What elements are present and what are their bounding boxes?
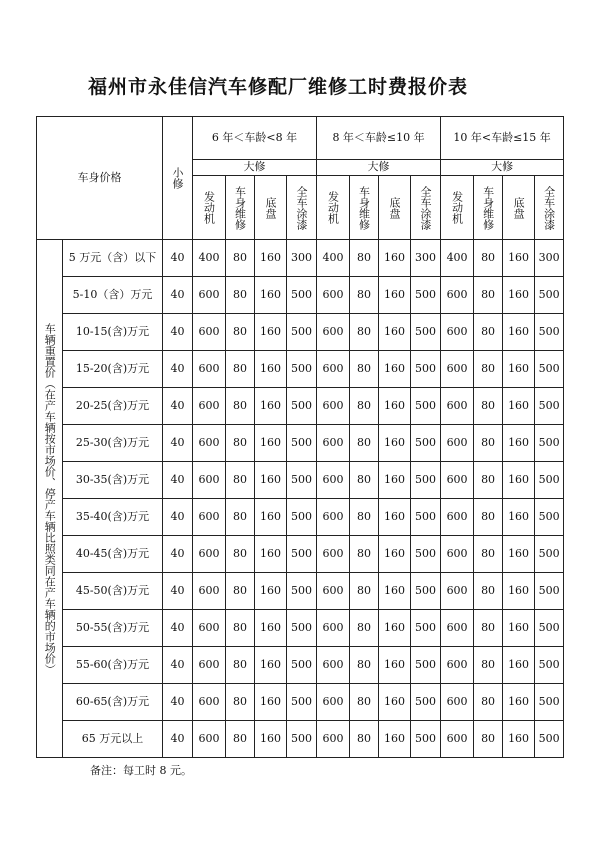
repair-item-header: [474, 176, 503, 240]
fee-cell: 160: [503, 721, 535, 758]
age-group-header-1: 6 年＜车龄<8 年: [193, 117, 317, 160]
fee-cell: 160: [503, 499, 535, 536]
repair-item-label: 车身维修: [233, 185, 247, 230]
fee-cell: 500: [535, 684, 564, 721]
fee-cell: 80: [350, 240, 379, 277]
fee-cell: 600: [441, 536, 474, 573]
fee-cell: 80: [226, 499, 255, 536]
minor-repair-header: [163, 117, 193, 240]
fee-cell: 500: [535, 536, 564, 573]
fee-cell: 160: [503, 351, 535, 388]
repair-item-label: 车身维修: [481, 185, 495, 230]
fee-cell: 160: [379, 277, 411, 314]
fee-cell: 600: [193, 647, 226, 684]
fee-cell: 400: [193, 240, 226, 277]
fee-cell: 600: [193, 425, 226, 462]
fee-cell: 600: [441, 647, 474, 684]
fee-cell: 40: [163, 462, 193, 499]
repair-item-label: 发动机: [326, 191, 340, 224]
fee-cell: 600: [317, 277, 350, 314]
fee-cell: 160: [255, 425, 287, 462]
price-range-cell: 35-40(含)万元: [63, 499, 163, 536]
repair-item-header: [317, 176, 350, 240]
fee-cell: 160: [255, 388, 287, 425]
fee-cell: 500: [411, 684, 441, 721]
major-repair-header-2: 大修: [317, 160, 441, 176]
fee-cell: 40: [163, 314, 193, 351]
price-range-cell: 50-55(含)万元: [63, 610, 163, 647]
fee-cell: 40: [163, 388, 193, 425]
fee-cell: 500: [287, 684, 317, 721]
fee-cell: 80: [474, 462, 503, 499]
fee-cell: 600: [317, 314, 350, 351]
fee-cell: 600: [193, 610, 226, 647]
repair-item-label: 底盘: [264, 196, 277, 219]
fee-cell: 80: [350, 277, 379, 314]
fee-cell: 600: [441, 721, 474, 758]
fee-cell: 80: [474, 573, 503, 610]
fee-cell: 80: [226, 240, 255, 277]
fee-cell: 40: [163, 425, 193, 462]
repair-item-header: [287, 176, 317, 240]
fee-cell: 80: [350, 499, 379, 536]
price-range-cell: 45-50(含)万元: [63, 573, 163, 610]
table-row: [37, 425, 564, 462]
repair-item-label: 发动机: [450, 191, 464, 224]
fee-cell: 160: [255, 647, 287, 684]
fee-cell: 600: [317, 721, 350, 758]
fee-cell: 600: [441, 314, 474, 351]
repair-item-label: 全车涂漆: [295, 185, 309, 230]
vehicle-price-side-header: [37, 240, 63, 758]
major-repair-header-3: 大修: [441, 160, 564, 176]
fee-cell: 600: [441, 277, 474, 314]
fee-cell: 500: [287, 721, 317, 758]
repair-item-header: [255, 176, 287, 240]
fee-cell: 600: [441, 573, 474, 610]
fee-cell: 500: [411, 647, 441, 684]
table-row: [37, 647, 564, 684]
fee-cell: 160: [255, 610, 287, 647]
fee-cell: 600: [193, 462, 226, 499]
document-title: 福州市永佳信汽车修配厂维修工时费报价表: [88, 76, 469, 98]
table-row: [37, 721, 564, 758]
fee-cell: 160: [379, 721, 411, 758]
fee-cell: 160: [255, 462, 287, 499]
fee-cell: 160: [503, 425, 535, 462]
fee-cell: 40: [163, 721, 193, 758]
fee-cell: 160: [379, 425, 411, 462]
fee-cell: 160: [503, 684, 535, 721]
fee-cell: 600: [317, 536, 350, 573]
fee-cell: 160: [255, 573, 287, 610]
fee-cell: 500: [287, 499, 317, 536]
fee-cell: 600: [317, 684, 350, 721]
fee-cell: 160: [379, 240, 411, 277]
fee-cell: 500: [535, 388, 564, 425]
fee-cell: 80: [474, 314, 503, 351]
fee-cell: 160: [379, 314, 411, 351]
fee-cell: 600: [441, 684, 474, 721]
table-row: [37, 351, 564, 388]
price-range-cell: 5 万元（含）以下: [63, 240, 163, 277]
fee-cell: 80: [226, 610, 255, 647]
fee-cell: 400: [441, 240, 474, 277]
table-row: [37, 610, 564, 647]
table-row: [37, 684, 564, 721]
fee-cell: 500: [535, 425, 564, 462]
repair-item-label: 底盘: [512, 196, 526, 219]
fee-cell: 80: [226, 314, 255, 351]
fee-cell: 160: [503, 277, 535, 314]
fee-cell: 500: [411, 573, 441, 610]
fee-cell: 40: [163, 647, 193, 684]
age-group-header-3: 10 年<车龄≤15 年: [441, 117, 564, 160]
fee-cell: 80: [226, 721, 255, 758]
fee-cell: 600: [193, 536, 226, 573]
fee-cell: 80: [350, 425, 379, 462]
price-range-cell: 20-25(含)万元: [63, 388, 163, 425]
price-range-cell: 25-30(含)万元: [63, 425, 163, 462]
fee-cell: 600: [441, 462, 474, 499]
fee-cell: 160: [255, 499, 287, 536]
fee-cell: 600: [441, 499, 474, 536]
fee-cell: 500: [535, 462, 564, 499]
fee-cell: 300: [287, 240, 317, 277]
fee-cell: 500: [535, 721, 564, 758]
fee-cell: 80: [226, 536, 255, 573]
fee-cell: 80: [226, 388, 255, 425]
fee-cell: 160: [503, 647, 535, 684]
fee-cell: 160: [379, 351, 411, 388]
fee-cell: 160: [255, 721, 287, 758]
fee-cell: 160: [255, 351, 287, 388]
table-row: [37, 536, 564, 573]
fee-cell: 500: [411, 462, 441, 499]
repair-item-header: [226, 176, 255, 240]
fee-cell: 600: [193, 388, 226, 425]
price-range-cell: 10-15(含)万元: [63, 314, 163, 351]
fee-cell: 500: [411, 610, 441, 647]
fee-cell: 80: [350, 536, 379, 573]
fee-cell: 80: [474, 425, 503, 462]
fee-cell: 80: [350, 351, 379, 388]
fee-cell: 500: [287, 610, 317, 647]
fee-cell: 300: [535, 240, 564, 277]
fee-cell: 600: [441, 425, 474, 462]
fee-cell: 160: [503, 573, 535, 610]
age-group-header-2: 8 年＜车龄≤10 年: [317, 117, 441, 160]
fee-cell: 500: [411, 721, 441, 758]
fee-cell: 80: [226, 425, 255, 462]
fee-cell: 40: [163, 573, 193, 610]
fee-cell: 500: [535, 314, 564, 351]
fee-cell: 500: [287, 351, 317, 388]
price-range-cell: 65 万元以上: [63, 721, 163, 758]
fee-cell: 500: [411, 351, 441, 388]
table-row: [37, 240, 564, 277]
table-row: [37, 499, 564, 536]
fee-cell: 600: [317, 610, 350, 647]
fee-cell: 80: [474, 277, 503, 314]
fee-cell: 160: [255, 684, 287, 721]
repair-item-header: [379, 176, 411, 240]
repair-item-header: [503, 176, 535, 240]
price-range-cell: 15-20(含)万元: [63, 351, 163, 388]
fee-cell: 80: [226, 462, 255, 499]
fee-cell: 600: [193, 351, 226, 388]
fee-cell: 500: [411, 277, 441, 314]
price-range-cell: 30-35(含)万元: [63, 462, 163, 499]
fee-cell: 160: [379, 610, 411, 647]
fee-cell: 600: [193, 573, 226, 610]
fee-cell: 80: [226, 573, 255, 610]
fee-cell: 160: [379, 647, 411, 684]
corner-cell: [37, 117, 163, 240]
fee-cell: 600: [317, 351, 350, 388]
repair-item-label: 发动机: [202, 191, 216, 224]
fee-cell: 160: [379, 388, 411, 425]
fee-cell: 80: [474, 684, 503, 721]
fee-cell: 40: [163, 684, 193, 721]
repair-item-label: 全车涂漆: [419, 185, 433, 230]
fee-cell: 500: [287, 462, 317, 499]
fee-cell: 160: [379, 499, 411, 536]
fee-cell: 600: [317, 425, 350, 462]
fee-cell: 500: [287, 647, 317, 684]
fee-cell: 160: [503, 610, 535, 647]
fee-cell: 80: [226, 277, 255, 314]
fee-cell: 160: [379, 536, 411, 573]
fee-cell: 40: [163, 610, 193, 647]
corner-label: 车身价格: [77, 170, 122, 184]
fee-cell: 600: [317, 647, 350, 684]
fee-cell: 500: [535, 499, 564, 536]
table-row: [37, 388, 564, 425]
major-repair-header-1: 大修: [193, 160, 317, 176]
repair-item-header: [411, 176, 441, 240]
fee-cell: 500: [411, 536, 441, 573]
footnote: 备注：每工时 8 元。: [90, 764, 192, 777]
fee-cell: 80: [350, 388, 379, 425]
vehicle-price-side-label: 车辆重置价（在产车辆按市场价、停产车辆比照类同在产车辆的市场价）: [43, 322, 57, 675]
fee-cell: 600: [193, 721, 226, 758]
fee-cell: 80: [474, 388, 503, 425]
table-row: [37, 573, 564, 610]
fee-cell: 600: [317, 462, 350, 499]
table-row: [37, 462, 564, 499]
repair-item-label: 车身维修: [357, 185, 371, 230]
fee-cell: 80: [474, 721, 503, 758]
fee-cell: 160: [379, 573, 411, 610]
fee-cell: 40: [163, 499, 193, 536]
fee-cell: 80: [350, 721, 379, 758]
fee-cell: 400: [317, 240, 350, 277]
fee-cell: 160: [255, 277, 287, 314]
fee-cell: 80: [474, 240, 503, 277]
fee-cell: 160: [503, 314, 535, 351]
fee-cell: 500: [411, 314, 441, 351]
fee-cell: 600: [441, 351, 474, 388]
fee-cell: 160: [379, 462, 411, 499]
fee-cell: 160: [503, 388, 535, 425]
header-row-age: [37, 117, 564, 160]
fee-cell: 500: [535, 277, 564, 314]
fee-cell: 40: [163, 536, 193, 573]
fee-cell: 500: [411, 499, 441, 536]
fee-cell: 160: [255, 536, 287, 573]
fee-cell: 80: [474, 647, 503, 684]
fee-cell: 500: [287, 388, 317, 425]
fee-cell: 80: [350, 462, 379, 499]
fee-cell: 160: [503, 462, 535, 499]
fee-cell: 80: [474, 610, 503, 647]
fee-cell: 80: [474, 351, 503, 388]
price-range-cell: 55-60(含)万元: [63, 647, 163, 684]
repair-item-header: [193, 176, 226, 240]
fee-cell: 40: [163, 240, 193, 277]
repair-item-header: [350, 176, 379, 240]
repair-item-label: 底盘: [388, 196, 402, 219]
fee-cell: 80: [350, 647, 379, 684]
fee-cell: 160: [503, 240, 535, 277]
fee-cell: 600: [193, 499, 226, 536]
fee-cell: 80: [226, 684, 255, 721]
fee-cell: 500: [287, 536, 317, 573]
fee-cell: 600: [317, 388, 350, 425]
fee-cell: 500: [287, 277, 317, 314]
fee-cell: 500: [535, 573, 564, 610]
price-range-cell: 60-65(含)万元: [63, 684, 163, 721]
fee-cell: 600: [441, 388, 474, 425]
fee-cell: 600: [193, 684, 226, 721]
fee-cell: 80: [350, 684, 379, 721]
fee-cell: 80: [350, 573, 379, 610]
fee-cell: 80: [226, 351, 255, 388]
fee-cell: 80: [350, 610, 379, 647]
fee-cell: 40: [163, 351, 193, 388]
fee-cell: 80: [226, 647, 255, 684]
fee-cell: 600: [317, 573, 350, 610]
fee-cell: 500: [287, 425, 317, 462]
table-row: [37, 277, 564, 314]
fee-cell: 160: [255, 240, 287, 277]
fee-cell: 80: [350, 314, 379, 351]
repair-item-header: [535, 176, 564, 240]
fee-cell: 600: [193, 314, 226, 351]
table-row: [37, 314, 564, 351]
repair-item-label: 全车涂漆: [542, 185, 556, 230]
fee-cell: 500: [411, 388, 441, 425]
fee-cell: 160: [379, 684, 411, 721]
fee-cell: 600: [441, 610, 474, 647]
fee-cell: 600: [317, 499, 350, 536]
fee-cell: 40: [163, 277, 193, 314]
fee-cell: 500: [535, 610, 564, 647]
fee-cell: 80: [474, 536, 503, 573]
price-range-cell: 5-10（含）万元: [63, 277, 163, 314]
fee-cell: 500: [411, 425, 441, 462]
fee-cell: 160: [503, 536, 535, 573]
quote-table: [36, 116, 564, 758]
fee-cell: 500: [535, 351, 564, 388]
price-range-cell: 40-45(含)万元: [63, 536, 163, 573]
fee-cell: 500: [535, 647, 564, 684]
fee-cell: 160: [255, 314, 287, 351]
fee-cell: 500: [287, 573, 317, 610]
fee-cell: 500: [287, 314, 317, 351]
minor-repair-label: 小修: [171, 167, 184, 189]
repair-item-header: [441, 176, 474, 240]
fee-cell: 300: [411, 240, 441, 277]
fee-cell: 600: [193, 277, 226, 314]
fee-cell: 80: [474, 499, 503, 536]
